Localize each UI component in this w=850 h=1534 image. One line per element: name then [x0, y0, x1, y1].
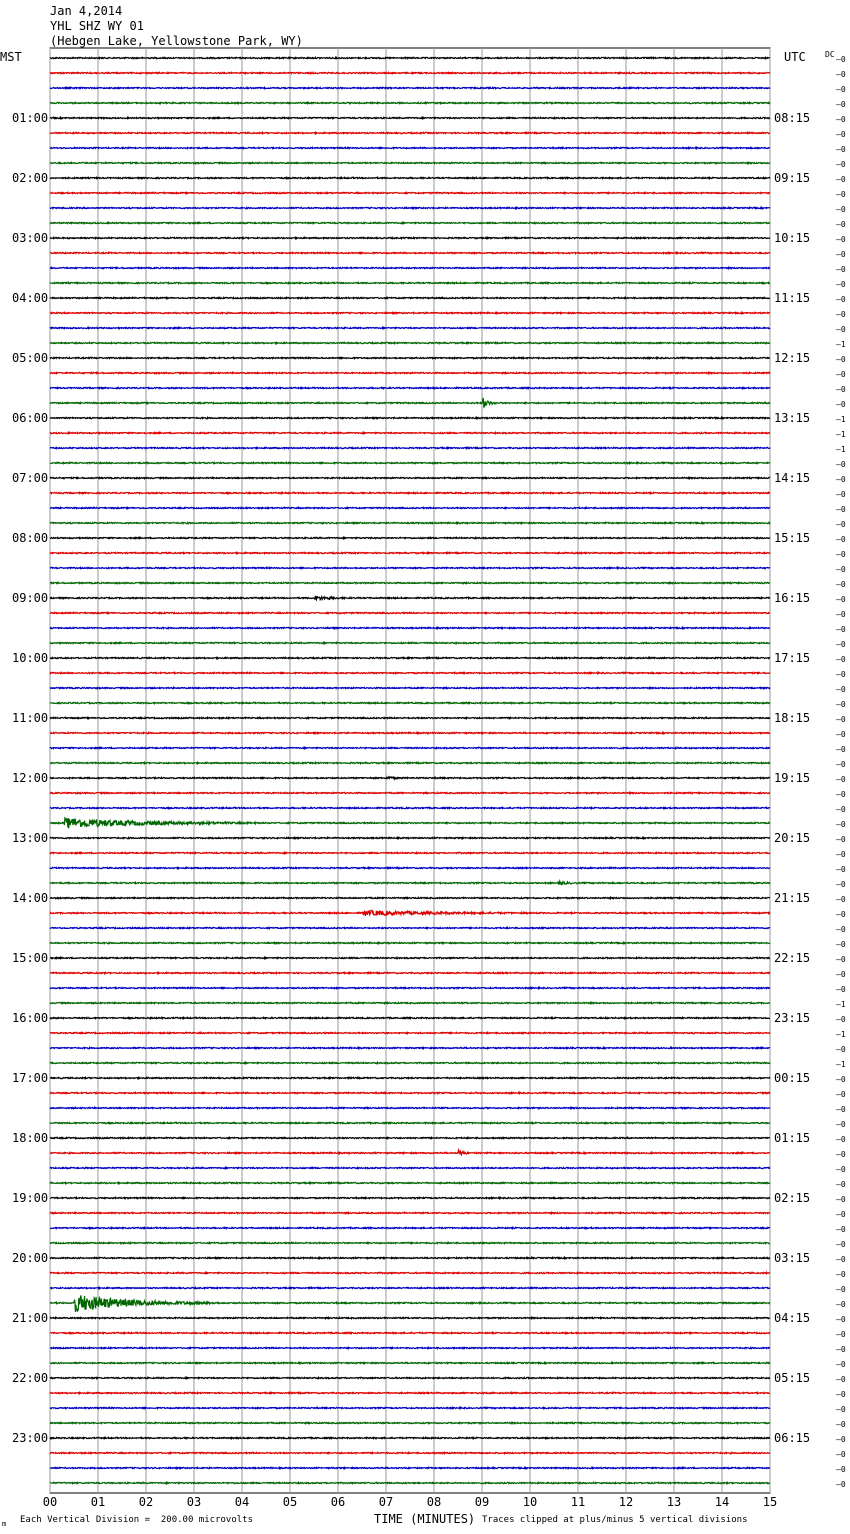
dc-offset-label: –0 [836, 715, 846, 724]
mst-hour-label: 09:00 [12, 591, 49, 605]
seismic-trace [50, 1407, 770, 1408]
mst-hour-label: 02:00 [12, 171, 49, 185]
dc-offset-label: –0 [836, 775, 846, 784]
seismic-trace [50, 987, 770, 988]
dc-offset-label: –0 [836, 655, 846, 664]
seismic-trace [50, 327, 770, 328]
seismic-trace [50, 1437, 770, 1438]
dc-offset-label: –0 [836, 280, 846, 289]
mst-hour-label: 12:00 [12, 771, 49, 785]
seismic-trace [50, 282, 770, 283]
dc-offset-label: –0 [836, 880, 846, 889]
seismic-trace [50, 777, 770, 779]
seismic-trace [50, 462, 770, 463]
dc-offset-label: –0 [836, 1480, 846, 1489]
dc-offset-label: –1 [836, 340, 846, 349]
dc-offset-label: –0 [836, 580, 846, 589]
utc-hour-label: 21:15 [774, 891, 811, 905]
seismic-trace [50, 1347, 770, 1348]
seismic-trace [50, 657, 770, 658]
seismic-trace [50, 1422, 770, 1423]
x-tick-label: 00 [42, 1495, 58, 1509]
dc-offset-label: –0 [836, 1330, 846, 1339]
dc-offset-label: –0 [836, 805, 846, 814]
utc-hour-label: 06:15 [774, 1431, 811, 1445]
seismic-trace [50, 942, 770, 943]
dc-offset-label: –0 [836, 295, 846, 304]
dc-offset-label: –0 [836, 235, 846, 244]
seismic-trace [50, 162, 770, 163]
mst-hour-label: 05:00 [12, 351, 49, 365]
utc-hour-label: 23:15 [774, 1011, 811, 1025]
x-tick-label: 05 [282, 1495, 298, 1509]
seismic-trace [50, 957, 770, 958]
seismic-trace [50, 642, 770, 643]
dc-offset-label: –0 [836, 145, 846, 154]
mst-hour-label: 20:00 [12, 1251, 49, 1265]
utc-hour-label: 15:15 [774, 531, 811, 545]
dc-offset-label: –0 [836, 1405, 846, 1414]
seismic-trace [50, 1257, 770, 1258]
dc-offset-label: –0 [836, 460, 846, 469]
dc-offset-label: –0 [836, 325, 846, 334]
dc-offset-label: –0 [836, 1075, 846, 1084]
right-axis-label: UTC [784, 50, 806, 64]
x-tick-label: 02 [138, 1495, 154, 1509]
dc-offset-label: –0 [836, 505, 846, 514]
dc-offset-label: –0 [836, 955, 846, 964]
mst-hour-label: 08:00 [12, 531, 49, 545]
seismic-trace [50, 818, 770, 829]
utc-hour-label: 01:15 [774, 1131, 811, 1145]
dc-offset-label: –0 [836, 1375, 846, 1384]
seismic-trace [50, 672, 770, 673]
vertical-division-note: Each Vertical Division = 200.00 microvolts [20, 1515, 253, 1525]
seismic-trace [50, 1227, 770, 1228]
seismic-trace [50, 552, 770, 553]
dc-offset-label: –0 [836, 175, 846, 184]
dc-offset-label: –0 [836, 1105, 846, 1114]
dc-offset-label: –0 [836, 1435, 846, 1444]
seismic-trace [50, 1122, 770, 1123]
dc-offset-label: –0 [836, 1345, 846, 1354]
seismic-trace [50, 927, 770, 928]
mst-hour-label: 13:00 [12, 831, 49, 845]
dc-offset-label: –0 [836, 205, 846, 214]
utc-hour-label: 17:15 [774, 651, 811, 665]
seismic-trace [50, 342, 770, 343]
dc-offset-label: –0 [836, 1450, 846, 1459]
seismic-trace [50, 432, 770, 433]
plot-grid [50, 48, 770, 1493]
seismic-trace [50, 596, 770, 600]
mst-hour-label: 03:00 [12, 231, 49, 245]
dc-offset-label: –1 [836, 415, 846, 424]
seismic-trace [50, 177, 770, 178]
dc-offset-label: –0 [836, 370, 846, 379]
dc-offset-label: –0 [836, 100, 846, 109]
dc-offset-label: –1 [836, 445, 846, 454]
seismic-trace [50, 582, 770, 583]
utc-hour-label: 14:15 [774, 471, 811, 485]
mst-hour-label: 01:00 [12, 111, 49, 125]
dc-offset-label: –0 [836, 970, 846, 979]
seismic-trace [50, 1150, 770, 1155]
seismic-trace [50, 1452, 770, 1453]
seismic-trace [50, 910, 770, 916]
dc-offset-label: –0 [836, 130, 846, 139]
dc-offset-label: –0 [836, 1090, 846, 1099]
x-tick-label: 14 [714, 1495, 730, 1509]
dc-offset-label: –0 [836, 85, 846, 94]
seismic-trace [50, 1242, 770, 1243]
dc-offset-label: –1 [836, 430, 846, 439]
dc-offset-label: –0 [836, 850, 846, 859]
x-tick-label: 11 [570, 1495, 586, 1509]
dc-offset-label: –0 [836, 985, 846, 994]
dc-offset-label: –0 [836, 700, 846, 709]
seismic-trace [50, 387, 770, 388]
dc-offset-label: –0 [836, 1150, 846, 1159]
seismic-trace [50, 252, 770, 253]
x-axis-title: TIME (MINUTES) [374, 1512, 476, 1526]
dc-offset-label: –0 [836, 355, 846, 364]
dc-offset-label: –0 [836, 70, 846, 79]
dc-offset-label: –1 [836, 1000, 846, 1009]
seismic-trace [50, 1392, 770, 1393]
seismic-trace [50, 1287, 770, 1288]
dc-offset-label: –0 [836, 790, 846, 799]
seismic-trace [50, 972, 770, 973]
dc-offset-label: –0 [836, 1195, 846, 1204]
left-axis-label: MST [0, 50, 22, 64]
dc-offset-label: –0 [836, 1210, 846, 1219]
dc-offset-label: –0 [836, 400, 846, 409]
seismic-trace [50, 1107, 770, 1108]
seismic-trace [50, 1295, 770, 1312]
seismic-trace [50, 717, 770, 718]
x-tick-label: 13 [666, 1495, 682, 1509]
dc-column-label: DC [825, 50, 835, 59]
dc-offset-label: –0 [836, 1225, 846, 1234]
dc-offset-label: –0 [836, 1135, 846, 1144]
seismic-trace [50, 102, 770, 103]
seismic-trace [50, 72, 770, 73]
seismic-trace [50, 792, 770, 793]
seismic-trace [50, 1332, 770, 1333]
seismic-trace [50, 477, 770, 478]
seismic-trace [50, 237, 770, 238]
seismic-trace [50, 1212, 770, 1213]
mst-hour-label: 18:00 [12, 1131, 49, 1145]
utc-hour-label: 16:15 [774, 591, 811, 605]
plot-frame [50, 48, 770, 1493]
dc-offset-label: –0 [836, 1180, 846, 1189]
seismic-trace [50, 627, 770, 628]
dc-offset-label: –0 [836, 1255, 846, 1264]
seismic-trace [50, 447, 770, 448]
dc-offset-label: –0 [836, 835, 846, 844]
utc-hour-label: 22:15 [774, 951, 811, 965]
station-label: YHL SHZ WY 01 [50, 19, 144, 33]
mst-hour-label: 22:00 [12, 1371, 49, 1385]
seismic-trace [50, 507, 770, 508]
dc-offset-label: –0 [836, 940, 846, 949]
utc-hour-label: 19:15 [774, 771, 811, 785]
dc-offset-label: –0 [836, 115, 846, 124]
dc-offset-label: –0 [836, 550, 846, 559]
dc-offset-label: –0 [836, 625, 846, 634]
dc-offset-label: –0 [836, 760, 846, 769]
corner-mark: m [2, 1520, 7, 1528]
dc-offset-label: –0 [836, 1015, 846, 1024]
seismic-trace [50, 747, 770, 748]
dc-offset-label: –0 [836, 925, 846, 934]
dc-offset-label: –0 [836, 55, 846, 64]
seismic-trace [50, 87, 770, 88]
dc-offset-label: –0 [836, 1270, 846, 1279]
dc-offset-label: –0 [836, 640, 846, 649]
utc-hour-label: 12:15 [774, 351, 811, 365]
dc-offset-label: –0 [836, 1045, 846, 1054]
seismic-trace [50, 1137, 770, 1138]
dc-offset-label: –0 [836, 475, 846, 484]
clipping-note: Traces clipped at plus/minus 5 vertical divisions [482, 1515, 748, 1525]
seismic-trace [50, 1017, 770, 1018]
seismic-trace [50, 1032, 770, 1033]
mst-hour-label: 14:00 [12, 891, 49, 905]
seismic-trace [50, 192, 770, 193]
dc-offset-label: –0 [836, 595, 846, 604]
seismic-trace [50, 399, 770, 408]
dc-offset-label: –0 [836, 520, 846, 529]
seismic-trace [50, 132, 770, 133]
seismic-trace [50, 1317, 770, 1318]
dc-offset-label: –0 [836, 910, 846, 919]
utc-hour-label: 13:15 [774, 411, 811, 425]
dc-offset-label: –0 [836, 385, 846, 394]
utc-hour-label: 18:15 [774, 711, 811, 725]
x-tick-label: 03 [186, 1495, 202, 1509]
mst-hour-label: 17:00 [12, 1071, 49, 1085]
dc-offset-label: –0 [836, 1300, 846, 1309]
x-tick-label: 12 [618, 1495, 634, 1509]
mst-hour-label: 11:00 [12, 711, 49, 725]
dc-offset-label: –0 [836, 895, 846, 904]
dc-offset-label: –0 [836, 310, 846, 319]
dc-offset-label: –0 [836, 1120, 846, 1129]
seismic-trace [50, 1197, 770, 1198]
utc-hour-label: 02:15 [774, 1191, 811, 1205]
utc-hour-label: 09:15 [774, 171, 811, 185]
seismic-trace [50, 267, 770, 268]
x-tick-label: 07 [378, 1495, 394, 1509]
seismic-trace [50, 1377, 770, 1378]
utc-hour-label: 11:15 [774, 291, 811, 305]
dc-offset-label: –0 [836, 730, 846, 739]
dc-offset-label: –0 [836, 1315, 846, 1324]
x-tick-label: 10 [522, 1495, 538, 1509]
seismic-trace [50, 147, 770, 148]
utc-hour-label: 04:15 [774, 1311, 811, 1325]
x-tick-label: 01 [90, 1495, 106, 1509]
seismic-trace [50, 372, 770, 373]
seismic-trace [50, 1182, 770, 1183]
mst-hour-label: 04:00 [12, 291, 49, 305]
seismic-trace [50, 1047, 770, 1048]
seismic-trace [50, 522, 770, 523]
seismic-trace [50, 837, 770, 838]
seismic-trace [50, 57, 770, 58]
seismic-trace [50, 1092, 770, 1093]
seismic-trace [50, 492, 770, 493]
location-label: (Hebgen Lake, Yellowstone Park, WY) [50, 34, 303, 48]
mst-hour-label: 16:00 [12, 1011, 49, 1025]
utc-hour-label: 20:15 [774, 831, 811, 845]
seismic-trace [50, 297, 770, 298]
dc-offset-label: –0 [836, 490, 846, 499]
seismic-trace [50, 417, 770, 418]
seismic-trace [50, 732, 770, 733]
seismic-trace [50, 897, 770, 898]
seismic-trace [50, 1002, 770, 1003]
dc-offset-label: –0 [836, 1165, 846, 1174]
seismic-trace [50, 1362, 770, 1363]
utc-hour-label: 08:15 [774, 111, 811, 125]
seismic-trace [50, 1062, 770, 1063]
seismic-trace [50, 687, 770, 688]
trace-group [50, 57, 770, 1483]
seismic-trace [50, 1077, 770, 1078]
dc-offset-label: –0 [836, 820, 846, 829]
dc-offset-label: –0 [836, 745, 846, 754]
seismic-trace [50, 312, 770, 313]
seismic-trace [50, 762, 770, 763]
dc-offset-label: –0 [836, 220, 846, 229]
date-label: Jan 4,2014 [50, 4, 123, 18]
seismic-trace [50, 357, 770, 358]
x-tick-label: 08 [426, 1495, 442, 1509]
mst-hour-label: 21:00 [12, 1311, 49, 1325]
seismic-trace [50, 222, 770, 223]
seismic-trace [50, 881, 770, 884]
dc-offset-label: –0 [836, 685, 846, 694]
dc-offset-label: –0 [836, 1420, 846, 1429]
mst-hour-label: 19:00 [12, 1191, 49, 1205]
dc-offset-label: –0 [836, 250, 846, 259]
seismic-trace [50, 1167, 770, 1168]
dc-offset-label: –0 [836, 535, 846, 544]
dc-offset-label: –0 [836, 565, 846, 574]
mst-hour-label: 10:00 [12, 651, 49, 665]
utc-hour-label: 00:15 [774, 1071, 811, 1085]
mst-hour-label: 07:00 [12, 471, 49, 485]
utc-hour-label: 03:15 [774, 1251, 811, 1265]
dc-offset-label: –0 [836, 670, 846, 679]
dc-offset-label: –0 [836, 1240, 846, 1249]
seismic-trace [50, 1272, 770, 1273]
dc-offset-label: –0 [836, 865, 846, 874]
dc-offset-label: –0 [836, 1390, 846, 1399]
seismic-trace [50, 207, 770, 208]
utc-hour-label: 10:15 [774, 231, 811, 245]
seismic-trace [50, 117, 770, 118]
seismic-trace [50, 567, 770, 568]
dc-offset-label: –0 [836, 190, 846, 199]
utc-hour-label: 05:15 [774, 1371, 811, 1385]
seismic-trace [50, 537, 770, 538]
mst-hour-label: 23:00 [12, 1431, 49, 1445]
seismic-trace [50, 1482, 770, 1483]
dc-offset-label: –0 [836, 1360, 846, 1369]
x-tick-label: 15 [762, 1495, 778, 1509]
mst-hour-label: 06:00 [12, 411, 49, 425]
x-tick-label: 06 [330, 1495, 346, 1509]
x-tick-label: 04 [234, 1495, 250, 1509]
dc-offset-label: –0 [836, 1285, 846, 1294]
seismic-trace [50, 612, 770, 613]
seismic-trace [50, 867, 770, 868]
dc-offset-label: –1 [836, 1060, 846, 1069]
dc-offset-label: –0 [836, 160, 846, 169]
dc-offset-label: –0 [836, 1465, 846, 1474]
dc-offset-label: –0 [836, 610, 846, 619]
mst-hour-label: 15:00 [12, 951, 49, 965]
dc-offset-label: –1 [836, 1030, 846, 1039]
seismic-trace [50, 852, 770, 853]
seismic-trace [50, 702, 770, 703]
seismic-trace [50, 1467, 770, 1468]
seismic-trace [50, 807, 770, 808]
x-tick-label: 09 [474, 1495, 490, 1509]
dc-offset-label: –0 [836, 265, 846, 274]
